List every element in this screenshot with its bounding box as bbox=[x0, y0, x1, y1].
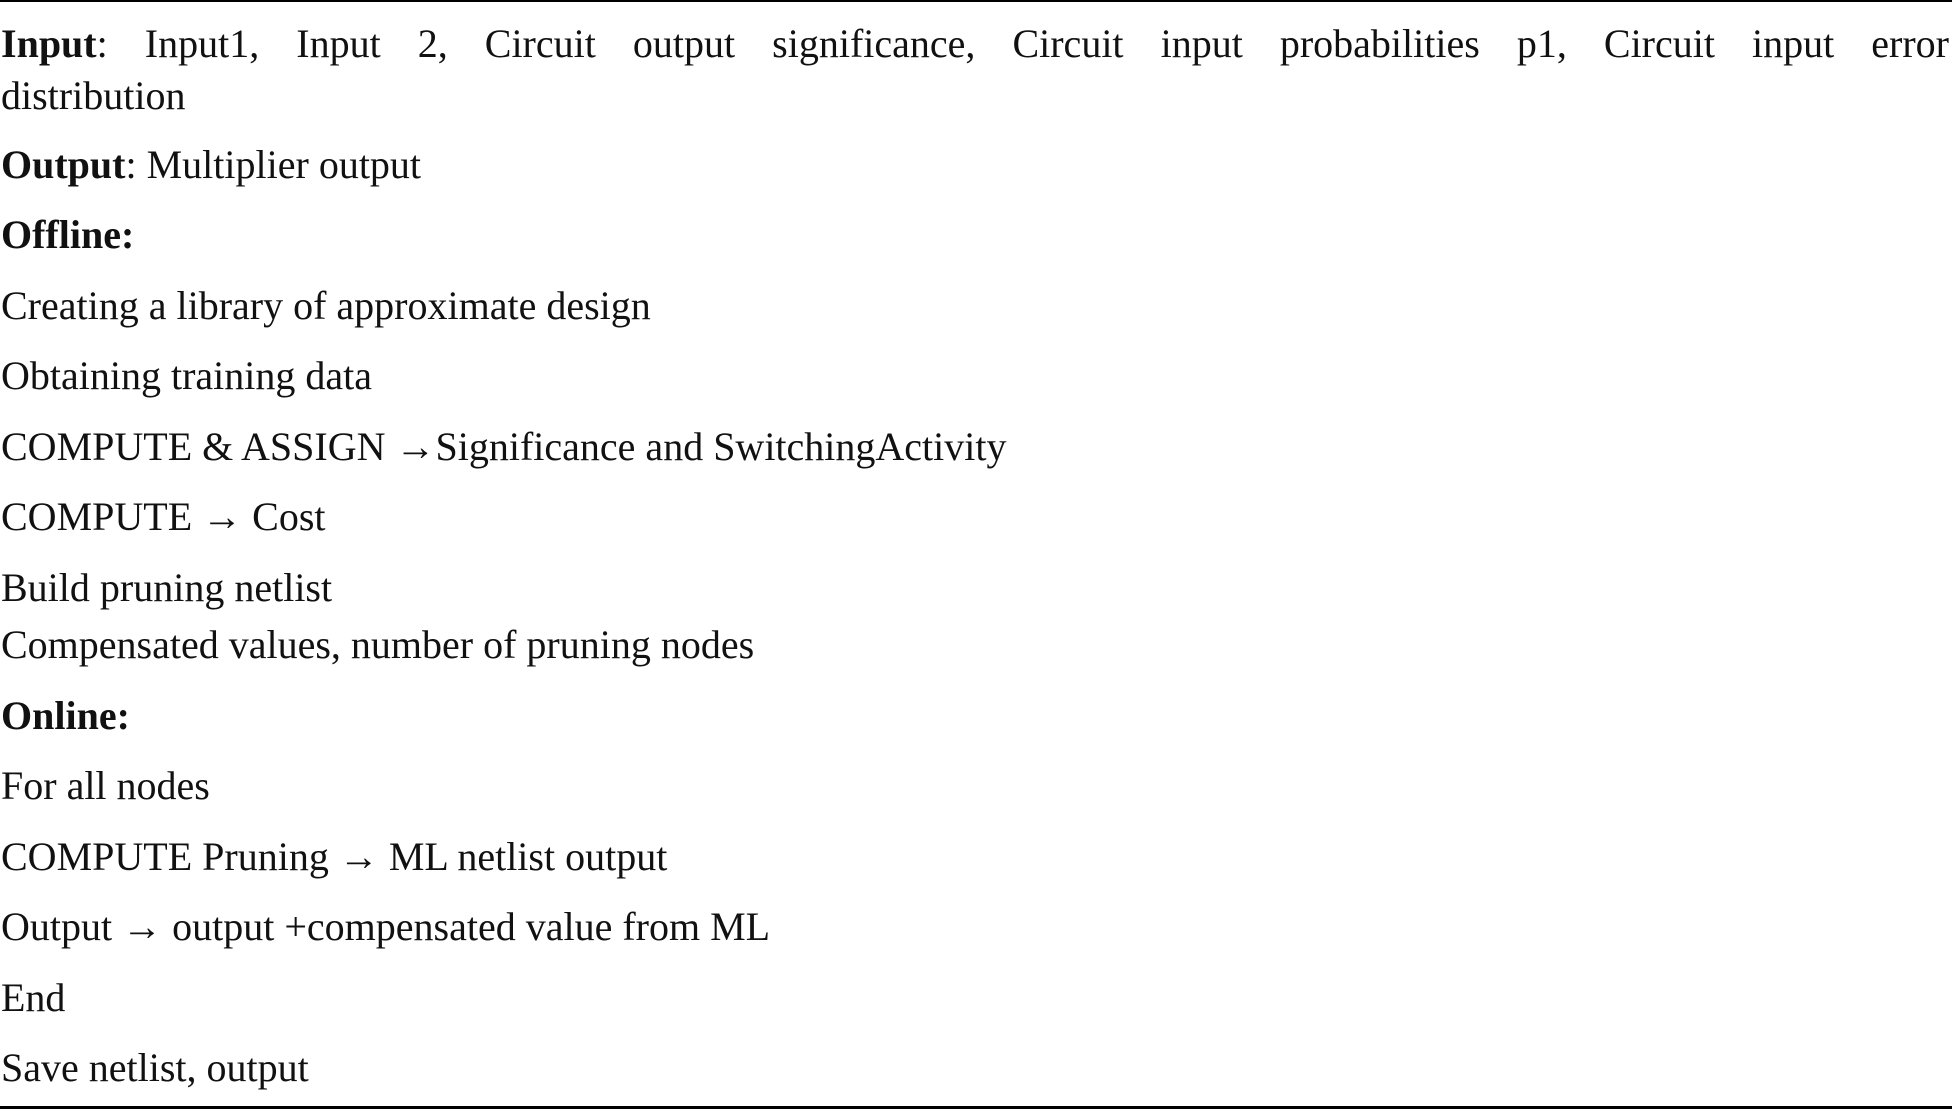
input-label: Input bbox=[1, 21, 97, 66]
offline-step: Creating a library of approximate design bbox=[1, 283, 651, 328]
output-label: Output bbox=[1, 142, 126, 187]
offline-heading: Offline: bbox=[1, 212, 135, 257]
input-text: : Input1, Input 2, Circuit output significance, Circuit input probabilities p1, Circuit input error bbox=[96, 21, 1949, 66]
input-line-continuation: distribution bbox=[1, 73, 186, 118]
online-step: End bbox=[1, 975, 66, 1020]
output-line bbox=[1, 138, 421, 191]
online-step: COMPUTE Pruning → ML netlist output bbox=[1, 834, 668, 879]
offline-step: Compensated values, number of pruning nodes bbox=[1, 622, 755, 667]
offline-step: Obtaining training data bbox=[1, 353, 373, 398]
offline-step: Build pruning netlist bbox=[1, 565, 333, 610]
offline-step: COMPUTE & ASSIGN →Significance and SwitchingActivity bbox=[1, 424, 1007, 469]
online-step: Save netlist, output bbox=[1, 1045, 309, 1090]
input-line bbox=[1, 17, 1949, 70]
online-step: Output → output +compensated value from ML bbox=[1, 904, 771, 949]
table-bottom-rule bbox=[0, 1106, 1952, 1109]
output-text: : Multiplier output bbox=[125, 142, 422, 187]
online-heading: Online: bbox=[1, 693, 130, 738]
offline-step: COMPUTE → Cost bbox=[1, 494, 326, 539]
online-step: For all nodes bbox=[1, 763, 210, 808]
